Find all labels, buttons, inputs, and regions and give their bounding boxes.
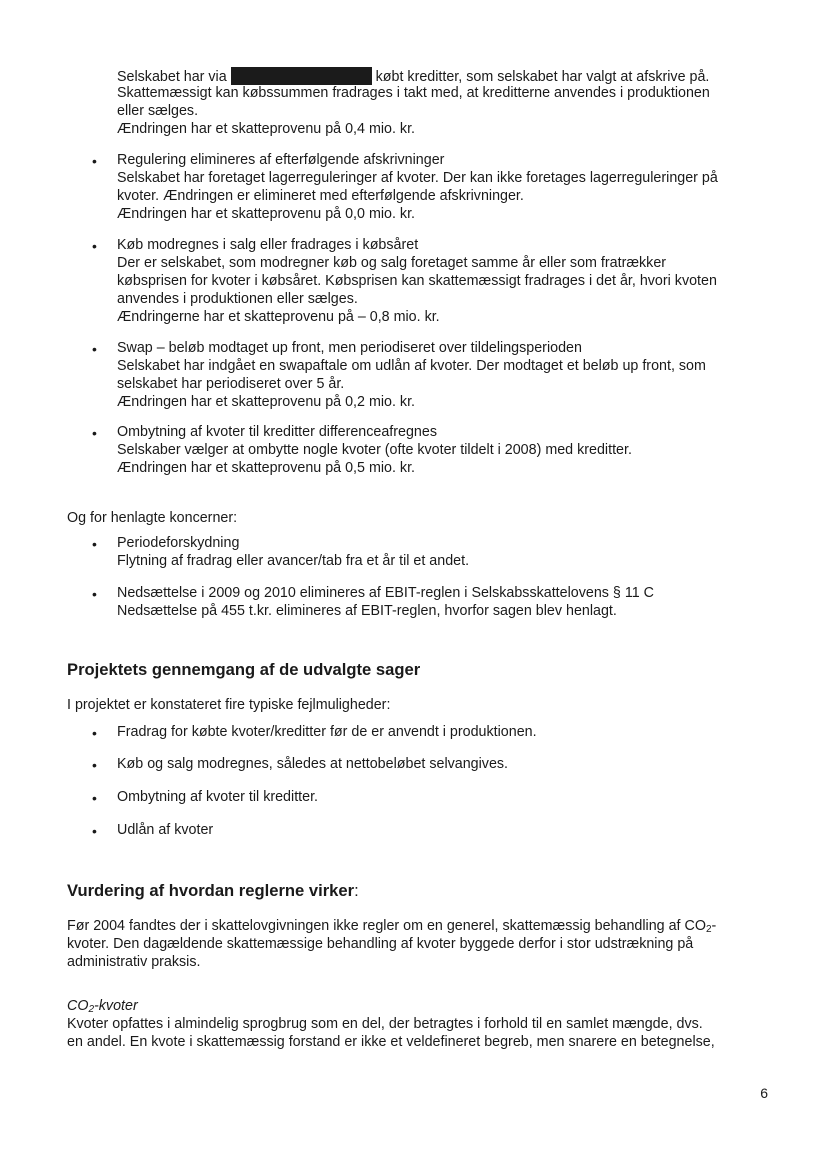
section1-item-2: Køb og salg modregnes, således at nettobeløbet selvangives. xyxy=(117,756,509,772)
bullet-3-line-1: Selskabet har indgået en swapaftale om udlån af kvoter. Der modtaget et beløb up front, som xyxy=(117,358,706,374)
bullet-2-line-4: Ændringerne har et skatteprovenu på – 0,8 mio. kr. xyxy=(117,309,440,325)
bullet-4-line-2: Ændringen har et skatteprovenu på 0,5 mio. kr. xyxy=(117,460,416,476)
intro-line-1 xyxy=(117,67,709,87)
henlagte-1-title: Periodeforskydning xyxy=(117,535,240,551)
henlagte-intro: Og for henlagte koncerner: xyxy=(67,510,238,526)
bullet-dot: • xyxy=(92,238,97,254)
intro-text-a: Selskabet har via xyxy=(117,69,227,85)
subheading-text-b: -kvoter xyxy=(94,998,138,1014)
intro-text-b: købt kreditter, som selskabet har valgt at afskrive på. xyxy=(375,69,710,85)
section2-p2-line-2: en andel. En kvote i skattemæssig forstand er ikke et veldefineret begreb, men snarere en betegnelse, xyxy=(67,1034,715,1050)
intro-line-4: Ændringen har et skatteprovenu på 0,4 mio. kr. xyxy=(117,121,416,137)
co2-subscript: 2 xyxy=(88,1004,95,1015)
bullet-dot: • xyxy=(92,725,97,741)
page-number: 6 xyxy=(760,1085,768,1101)
bullet-3-line-2: selskabet har periodiseret over 5 år. xyxy=(117,376,345,392)
henlagte-1-line: Flytning af fradrag eller avancer/tab fra et år til et andet. xyxy=(117,553,470,569)
section1-item-1: Fradrag for købte kvoter/kreditter før de er anvendt i produktionen. xyxy=(117,724,537,740)
bullet-3-title: Swap – beløb modtaget up front, men periodiseret over tildelingsperioden xyxy=(117,340,582,356)
section1-item-4: Udlån af kvoter xyxy=(117,822,214,838)
bullet-dot: • xyxy=(92,790,97,806)
bullet-2-line-2: købsprisen for kvoter i købsåret. Købsprisen kan skattemæssigt fradrages i det år, hvori kvoten xyxy=(117,273,717,289)
bullet-2-line-3: anvendes i produktionen eller sælges. xyxy=(117,291,358,307)
subheading-co2-kvoter xyxy=(67,998,138,1016)
bullet-2-title: Køb modregnes i salg eller fradrages i købsåret xyxy=(117,237,419,253)
section1-item-3: Ombytning af kvoter til kreditter. xyxy=(117,789,319,805)
section-heading-vurdering xyxy=(67,882,359,900)
bullet-dot: • xyxy=(92,425,97,441)
bullet-dot: • xyxy=(92,341,97,357)
bullet-dot: • xyxy=(92,757,97,773)
bullet-1-title: Regulering elimineres af efterfølgende afskrivninger xyxy=(117,152,445,168)
bullet-dot: • xyxy=(92,536,97,552)
section-heading-gennemgang: Projektets gennemgang af de udvalgte sager xyxy=(67,660,421,679)
bullet-dot: • xyxy=(92,153,97,169)
section2-p2-line-1: Kvoter opfattes i almindelig sprogbrug som en del, der betragtes i forhold til en samlet mængde, dvs. xyxy=(67,1016,703,1032)
henlagte-2-line: Nedsættelse på 455 t.kr. elimineres af EBIT-reglen, hvorfor sagen blev henlagt. xyxy=(117,603,617,619)
section2-p1-line-3: administrativ praksis. xyxy=(67,954,201,970)
bullet-1-line-3: Ændringen har et skatteprovenu på 0,0 mio. kr. xyxy=(117,206,416,222)
bullet-4-line-1: Selskaber vælger at ombytte nogle kvoter (ofte kvoter tildelt i 2008) med kreditter. xyxy=(117,442,632,458)
henlagte-2-title: Nedsættelse i 2009 og 2010 elimineres af EBIT-reglen i Selskabsskattelovens § 11 C xyxy=(117,585,654,601)
bullet-3-line-3: Ændringen har et skatteprovenu på 0,2 mio. kr. xyxy=(117,394,416,410)
p1-hyphen: - xyxy=(711,918,717,934)
bullet-2-line-1: Der er selskabet, som modregner køb og salg foretaget samme år eller som fratrækker xyxy=(117,255,667,271)
intro-line-3: eller sælges. xyxy=(117,103,199,119)
section2-p1-line-1 xyxy=(67,918,716,936)
bullet-4-title: Ombytning af kvoter til kreditter differenceafregnes xyxy=(117,424,437,440)
p1-text: Før 2004 fandtes der i skattelovgivningen ikke regler om en generel, skattemæssig behandling af CO xyxy=(67,918,706,934)
section2-p1-line-2: kvoter. Den dagældende skattemæssige behandling af kvoter byggede derfor i stor udstrækning på xyxy=(67,936,694,952)
redaction-bar xyxy=(231,67,372,85)
heading-colon: : xyxy=(354,881,359,900)
bullet-1-line-2: kvoter. Ændringen er elimineret med efterfølgende afskrivninger. xyxy=(117,188,524,204)
co2-subscript: 2 xyxy=(705,924,712,935)
bullet-1-line-1: Selskabet har foretaget lagerreguleringer af kvoter. Der kan ikke foretages lagerreguleringer på xyxy=(117,170,718,186)
section-heading-vurdering-text: Vurdering af hvordan reglerne virker xyxy=(67,881,355,900)
bullet-dot: • xyxy=(92,823,97,839)
subheading-text-a: CO xyxy=(67,998,89,1014)
intro-line-2: Skattemæssigt kan købssummen fradrages i takt med, at kreditterne anvendes i produktionen xyxy=(117,85,710,101)
bullet-dot: • xyxy=(92,586,97,602)
section1-intro: I projektet er konstateret fire typiske fejlmuligheder: xyxy=(67,697,391,713)
